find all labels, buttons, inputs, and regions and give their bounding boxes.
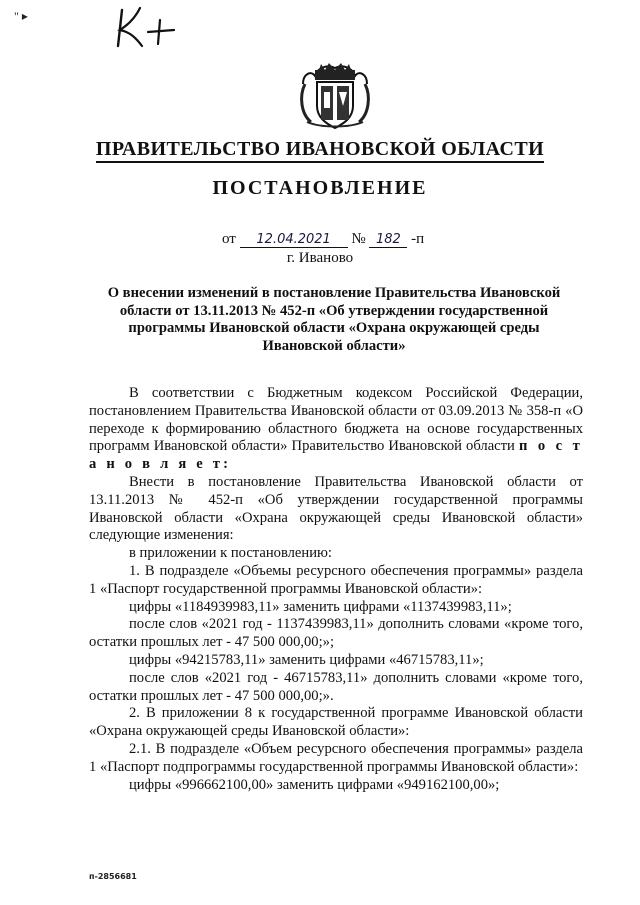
paragraph: 2.1. В подразделе «Объем ресурсного обеспечения программы» раздела 1 «Паспорт подпрограммы государственной программы Ивановской области»: (89, 740, 583, 775)
preamble-text: В соответствии с Бюджетным кодексом Российской Федерации, постановлением Правительства Ивановской области от 03.09.2013 № 358-п «О переходе к формированию областного бюджета на основе государственных программ Ивановской области» Правительство Ивановской области (89, 385, 583, 455)
paragraph: после слов «2021 год - 1137439983,11» дополнить словами «кроме того, остатки прошлых лет - 47 500 000,00;»; (89, 616, 583, 651)
paragraph: 2. В приложении 8 к государственной программе Ивановской области «Охрана окружающей среды Ивановской области»: (89, 705, 583, 740)
paragraph: цифры «996662100,00» заменить цифрами «949162100,00»; (129, 776, 500, 793)
paragraph: в приложении к постановлению: (129, 545, 332, 562)
number-suffix: -п (411, 231, 425, 247)
footer-code: п-2856681 (89, 872, 137, 881)
document-body (89, 385, 583, 794)
handwritten-note-signature (112, 2, 192, 50)
date-value: 12.04.2021 (240, 232, 348, 248)
header-marks: " ▸ (14, 9, 28, 23)
paragraph-preamble (89, 385, 583, 474)
decree-word: п о с т а н о в л я е т: (89, 438, 583, 473)
date-number-line (222, 231, 424, 248)
date-prefix: от (222, 231, 236, 247)
paragraph: 1. В подразделе «Объемы ресурсного обеспечения программы» раздела 1 «Паспорт государственной программы Ивановской области»: (89, 562, 583, 597)
coat-of-arms-emblem (297, 62, 373, 130)
number-sign: № (351, 231, 366, 247)
document-number: 182 (369, 232, 407, 248)
paragraph: цифры «94215783,11» заменить цифрами «46715783,11»; (129, 651, 484, 668)
paragraph: после слов «2021 год - 46715783,11» дополнить словами «кроме того, остатки прошлых лет - 47 500 000,00;». (89, 669, 583, 704)
document-type-title: ПОСТАНОВЛЕНИЕ (212, 177, 428, 199)
document-subject: О внесении изменений в постановление Правительства Ивановской области от 13.11.2013 № 452-п «Об утверждении государственной программы Ивановской области «Охрана окружающей среды Ивановской области» (107, 285, 561, 354)
city-line: г. Иваново (286, 250, 354, 266)
organization-title (0, 138, 640, 161)
organization-title-text: ПРАВИТЕЛЬСТВО ИВАНОВСКОЙ ОБЛАСТИ (96, 138, 544, 163)
paragraph: Внести в постановление Правительства Ивановской области от 13.11.2013 № 452-п «Об утверждении государственной программы Ивановской области «Охрана окружающей среды Ивановской области» следующие изменения: (89, 473, 583, 544)
paragraph: цифры «1184939983,11» заменить цифрами «1137439983,11»; (129, 598, 512, 615)
